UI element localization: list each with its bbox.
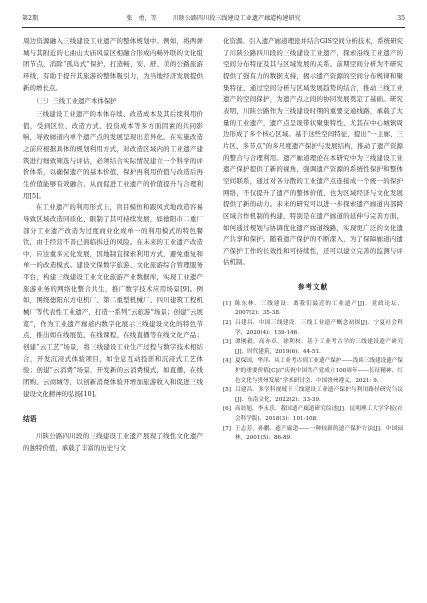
reference-number: [7] <box>223 425 231 432</box>
body-paragraph: 周边资源融入三线建设工业遗产的整体规划中。例如，将两弹城与其附近的七曲山大庙风景区相融合形成内畅外联的文化组团节点，消除“孤岛式”保护，打造畅、安、舒、美的公路旅游环线，有助于提升其旅游的整体吸引力，为当地经济发展提供新的增长点。 <box>23 37 203 92</box>
references-heading: 参考文献 <box>297 283 329 292</box>
body-paragraph: 在工业遗产的利用形式上，盲目模仿和跟风式地改造容易导致区域改造同质化，限制了其可持续发展，如德阳市二重厂部分工业遗产改造为过度商业化或单一的利用模式的特色餐饮，由于经营不善已面临拆迁的风险。在未来的工业遗产改造中，应注重多元化发展，因地制宜探索利用方式，避免重复和单一的改造模式。建设文保数字旅游、文化旅游综合管理服务平台，构建三线建设工业文化旅游产业数据库，实现工业遗产旅游业务的网络化整合共生，推广数字技术应用场景[9]。例如，围绕德阳东方电机厂、第二重型机械厂、四川建筑工程机械厂等代表性工业遗产，打造一系列“云旅游”场景；创建“云展览”，作为工业遗产廊道内数字化展示三线建设文化的特色节点，推出如在线展览、在线课程、在线直播等在线文化产品；创建“云工艺”场景，将三线建设工业生产过程与数字技术相结合，开发沉浸式体验项目，如全息互动投影和沉浸式工艺体验；创建“云消费”场景，开发新的云消费模式，如直播、在线团购、云商城等，以创新消费体验开增加旅游收入和促进三线建设文化精神的弘扬[10]。 <box>23 203 203 398</box>
reference-text: 吕建昌．中国三线建设．三线工业遗产概念初探[J]．宁夏社会科学，2020(4)：139-146. <box>235 319 403 336</box>
reference-item <box>223 386 403 405</box>
reference-text: 吕建昌．多学科视域下三线建设工业遗产保护与利用路径研究刍议[J]．东南文化，2022(2)：33-39. <box>235 387 403 403</box>
reference-text: 谭刚毅，高亦卓，徐利权．基于工业考古学的三线建设遗产研究[J]．时代建筑，2019(6)：44-51. <box>235 339 403 355</box>
reference-item <box>223 405 403 424</box>
conclusion-paragraph: 川陕公路四川段的三线建设工业遗产展现了线性文化遗产的独特价值，承载了丰富的历史与文 <box>23 432 203 452</box>
header-title: 川陕公路四川段三线建设工业遗产廊道构建研究 <box>172 15 301 22</box>
reference-item <box>223 357 403 386</box>
issue-number: 第2期 <box>22 15 39 22</box>
header-rule <box>22 27 405 28</box>
conclusion-heading: 结语 <box>23 415 37 424</box>
reference-item <box>223 319 403 338</box>
reference-text: 王志芳，孙鹏．遗产廊道——一种较新的遗产保护方法[J]．中国园林，2001(5)：86-89. <box>235 425 403 442</box>
right-column <box>223 36 403 444</box>
reference-text: 陈东林．三线建设：离我们最近的工业遗产[J]．党政论坛，2007(2)：35-38. <box>235 300 403 317</box>
reference-number: [3] <box>223 339 231 346</box>
reference-text: 夏保国，华洋．从工业考古到工业遗产保护——浅谈三线建设遗产保护的重要价值[C]//“庆祝中国共产党成立100周年——长征精神、红色文化与贵州发展”学术研讨会．中国贵州遵义，2021: 9. <box>235 358 403 384</box>
reference-item <box>223 338 403 357</box>
reference-item <box>223 425 403 444</box>
body-paragraph: 三线建设工业遗产的本体存续、改造成本及其后续利用价值，受到区位、改造方式、投资成本等多方面因素的共同影响，导致廊道内单个遗产点的发展呈现出差异化。在实施改造之前应根据具体的规划利用方式，对改造区域内的工业遗产建筑进行细致筛选与评估，必须结合实际情况建立一个科学的评价体系，以确保遗产的基本价值，保护再利用价值与改造后再生价值能够有效融合，从而促进工业遗产的价值提升与合理利用[5]。 <box>23 109 203 200</box>
reference-text: 高晨旭，李永乐．我国遗产廊道研究综述[J]．昆明理工大学学报(社会科学版)，2018(3)：101-108. <box>235 406 403 422</box>
reference-number: [5] <box>223 387 231 394</box>
header-center <box>22 13 405 25</box>
reference-number: [4] <box>223 358 231 365</box>
running-header <box>22 13 405 25</box>
reference-list <box>223 300 403 444</box>
reference-item <box>223 300 403 319</box>
reference-number: [1] <box>223 300 231 307</box>
page-number: 35 <box>397 15 405 22</box>
left-column <box>23 36 203 454</box>
body-paragraph: 化资源。引入遗产廊道理论并结合GIS空间分析技术，系统研究了川陕公路四川段的三线建设工业遗产，探索沿线工业遗产的空间分布特征及其与区域发展的关系。前期空间分析为不研究提供了强有力的数据支持，揭示遗产资源的空间分布规律和聚集特征，通过空间分析与区域发展趋势的结合，推动三线工业遗产的空间保护，为遗产点之间的协同发展奠定了基础。研究表明，川陕公路作为三线建设时期的重要交通线路，承载了大量的工业遗产，遗产点呈现带状聚集特性，尤其在中心城镇周边形成了多个核心区域。基于这些空间特征，提出“一主廊、三片区、多节点”的多尺度遗产保护与发展结构，推动了遗产资源的整合与合理利用。遗产廊道理论在本研究中为三线建设工业遗产保护提供了新的视角，强调遗产资源的系统性保护和整体空间联系，通过对各分散的工业遗产点连接成一个统一的保护网络，不仅提升了遗产的整体价值，也为区域经济与文化发展提供了新的动力。未来的研究可以进一步探索遗产廊道内部跨区域合作机制的构建，特别是在遗产廊道的延伸与完善方面，如何通过规划与协调优化遗产廊道线路，实现更广泛的文化遗产共享和保护。随着遗产保护的不断深入，为了保障廊道内遗产保护工作的长效性和可持续性，还可以建立完善的监测与评估机制。 <box>223 37 403 267</box>
section-subheading: （三）三线工业遗产本体保护 <box>33 97 117 106</box>
reference-number: [6] <box>223 406 231 413</box>
header-authors: 张 勇，等 <box>126 15 157 22</box>
reference-number: [2] <box>223 319 231 326</box>
